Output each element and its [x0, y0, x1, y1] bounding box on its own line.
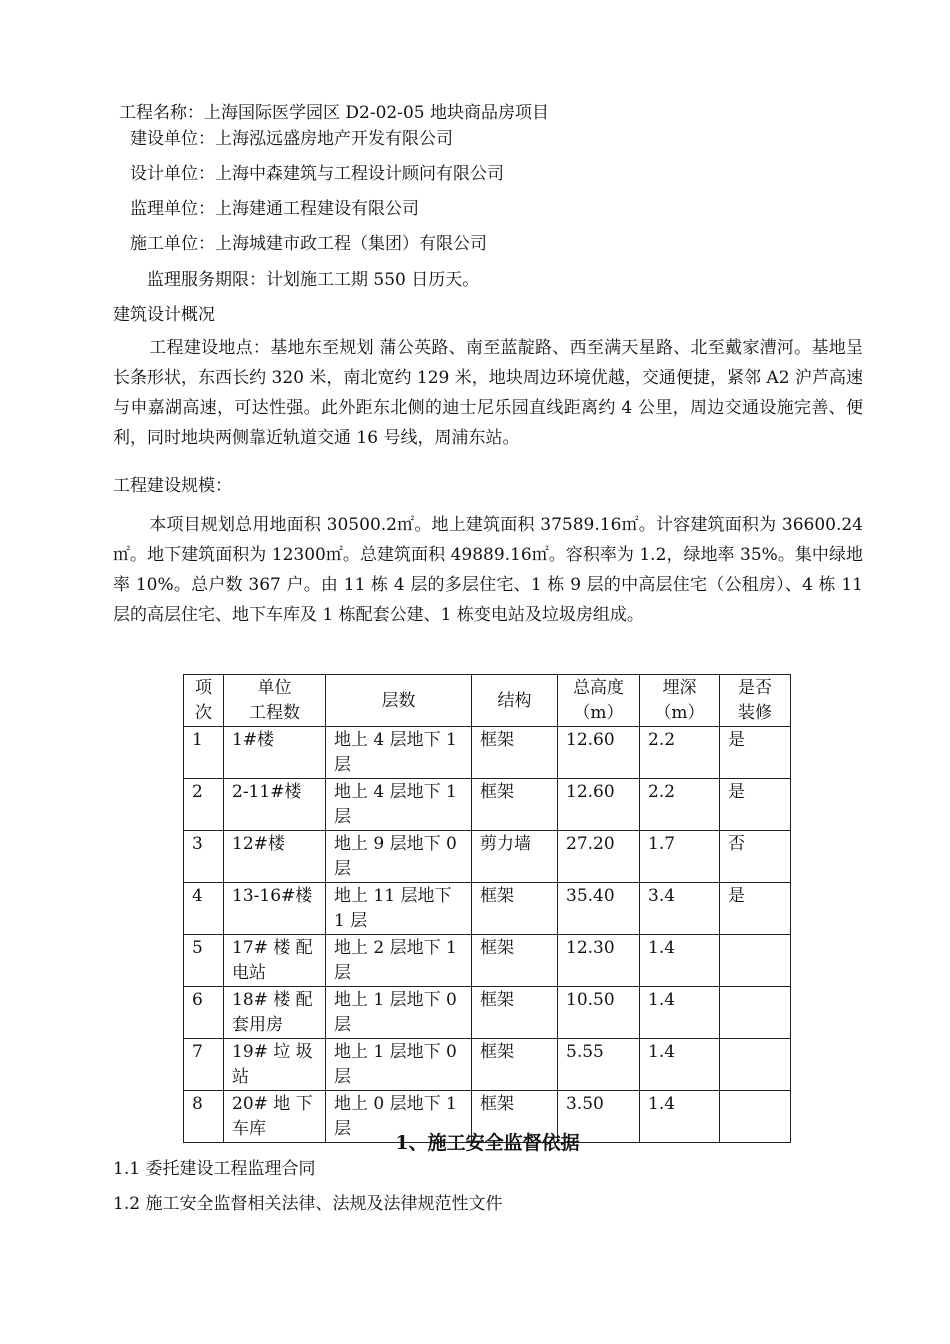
- table-cell: 框架: [472, 779, 558, 831]
- table-cell: 框架: [472, 1091, 558, 1143]
- table-cell: 2.2: [640, 727, 720, 779]
- header-cell: 层数: [326, 675, 472, 727]
- designer-line: 设计单位：上海中森建筑与工程设计顾问有限公司: [130, 164, 504, 184]
- table-cell: 12.60: [558, 727, 640, 779]
- table-cell: 10.50: [558, 987, 640, 1039]
- table-row: [184, 831, 791, 883]
- table-row: [184, 727, 791, 779]
- table-cell: 1.4: [640, 935, 720, 987]
- table-cell: 1.4: [640, 1039, 720, 1091]
- table-cell: 17# 楼 配电站: [224, 935, 326, 987]
- table-cell: 2.2: [640, 779, 720, 831]
- table-cell: [720, 935, 791, 987]
- table-row: [184, 1039, 791, 1091]
- table-cell: 7: [184, 1039, 224, 1091]
- table-cell: 地上 4 层地下 1 层: [326, 727, 472, 779]
- table-cell: 20# 地 下车库: [224, 1091, 326, 1143]
- service-period-line: 监理服务期限：计划施工工期 550 日历天。: [147, 270, 480, 290]
- table-cell: 否: [720, 831, 791, 883]
- table-cell: 地上 9 层地下 0 层: [326, 831, 472, 883]
- project-name: 工程名称：上海国际医学园区 D2-02-05 地块商品房项目: [119, 103, 550, 123]
- table-cell: 是: [720, 727, 791, 779]
- table-cell: 框架: [472, 987, 558, 1039]
- design-overview-title: 建筑设计概况: [113, 305, 215, 325]
- table-cell: 框架: [472, 1039, 558, 1091]
- table-cell: 3: [184, 831, 224, 883]
- table-cell: 8: [184, 1091, 224, 1143]
- location-paragraph: [113, 333, 863, 453]
- table-cell: 1.7: [640, 831, 720, 883]
- scale-text: 本项目规划总用地面积 30500.2㎡。地上建筑面积 37589.16㎡。计容建筑面积为 36600.24㎡。地下建筑面积为 12300㎡。总建筑面积 49889.16㎡。容积率为 1.2，绿地率 35%。集中绿地率 10%。总户数 367 户。由 11 栋 4 层的多层住宅、1 栋 9 层的中高层住宅（公租房）、4 栋 11 层的高层住宅、地下车库及 1 栋配套公建、1 栋变电站及垃圾房组成。: [113, 515, 863, 625]
- table-cell: 是: [720, 779, 791, 831]
- section-heading: 1、施工安全监督依据: [395, 1132, 580, 1154]
- table-cell: 地上 0 层地下 1 层: [326, 1091, 472, 1143]
- supervisor-line: 监理单位：上海建通工程建设有限公司: [130, 199, 419, 219]
- header-cell: 项 次: [184, 675, 224, 727]
- table-cell: 1: [184, 727, 224, 779]
- table-cell: 框架: [472, 727, 558, 779]
- table-cell: 框架: [472, 935, 558, 987]
- header-cell: 总高度 （m）: [558, 675, 640, 727]
- table-cell: 剪力墙: [472, 831, 558, 883]
- table-cell: 1#楼: [224, 727, 326, 779]
- header-cell: 单位 工程数: [224, 675, 326, 727]
- table-cell: 地上 1 层地下 0 层: [326, 987, 472, 1039]
- table-cell: 18# 楼 配套用房: [224, 987, 326, 1039]
- table-cell: 35.40: [558, 883, 640, 935]
- scale-title: 工程建设规模：: [113, 476, 232, 496]
- contractor-line: 施工单位：上海城建市政工程（集团）有限公司: [130, 234, 487, 254]
- table-row: [184, 987, 791, 1039]
- developer-line: 建设单位：上海泓远盛房地产开发有限公司: [130, 129, 453, 149]
- scale-paragraph: [113, 510, 863, 630]
- table-cell: 12#楼: [224, 831, 326, 883]
- section-item: 1.1 委托建设工程监理合同: [113, 1159, 316, 1179]
- table-cell: 13-16#楼: [224, 883, 326, 935]
- section-item: 1.2 施工安全监督相关法律、法规及法律规范性文件: [113, 1194, 503, 1214]
- table-cell: 1.4: [640, 987, 720, 1039]
- table-cell: [720, 987, 791, 1039]
- table-row: [184, 779, 791, 831]
- table-cell: 框架: [472, 883, 558, 935]
- table-cell: [720, 1039, 791, 1091]
- header-cell: 埋深 （m）: [640, 675, 720, 727]
- table-cell: 19# 垃 圾站: [224, 1039, 326, 1091]
- building-spec-table: [183, 674, 791, 1143]
- table-cell: 3.4: [640, 883, 720, 935]
- table-row: [184, 883, 791, 935]
- table-header-row: [184, 675, 791, 727]
- table-cell: 5: [184, 935, 224, 987]
- table-cell: 6: [184, 987, 224, 1039]
- table-row: [184, 935, 791, 987]
- table-cell: 地上 11 层地下 1 层: [326, 883, 472, 935]
- table-cell: 27.20: [558, 831, 640, 883]
- location-text: 工程建设地点：基地东至规划 蒲公英路、南至蓝靛路、西至满天星路、北至戴家漕河。基地呈长条形状，东西长约 320 米，南北宽约 129 米，地块周边环境优越，交通便捷，紧邻 A2 沪芦高速与申嘉湖高速，可达性强。此外距东北侧的迪士尼乐园直线距离约 4 公里，周边交通设施完善、便利，同时地块两侧靠近轨道交通 16 号线，周浦东站。: [113, 338, 863, 448]
- table-cell: 是: [720, 883, 791, 935]
- table-cell: 地上 4 层地下 1 层: [326, 779, 472, 831]
- table-cell: 2: [184, 779, 224, 831]
- table-cell: 1.4: [640, 1091, 720, 1143]
- table-cell: 12.30: [558, 935, 640, 987]
- table-cell: 2-11#楼: [224, 779, 326, 831]
- table-cell: 5.55: [558, 1039, 640, 1091]
- table-cell: 3.50: [558, 1091, 640, 1143]
- header-cell: 是否 装修: [720, 675, 791, 727]
- table-cell: 4: [184, 883, 224, 935]
- table-cell: 地上 1 层地下 0 层: [326, 1039, 472, 1091]
- header-cell: 结构: [472, 675, 558, 727]
- table-cell: 地上 2 层地下 1 层: [326, 935, 472, 987]
- table-cell: 12.60: [558, 779, 640, 831]
